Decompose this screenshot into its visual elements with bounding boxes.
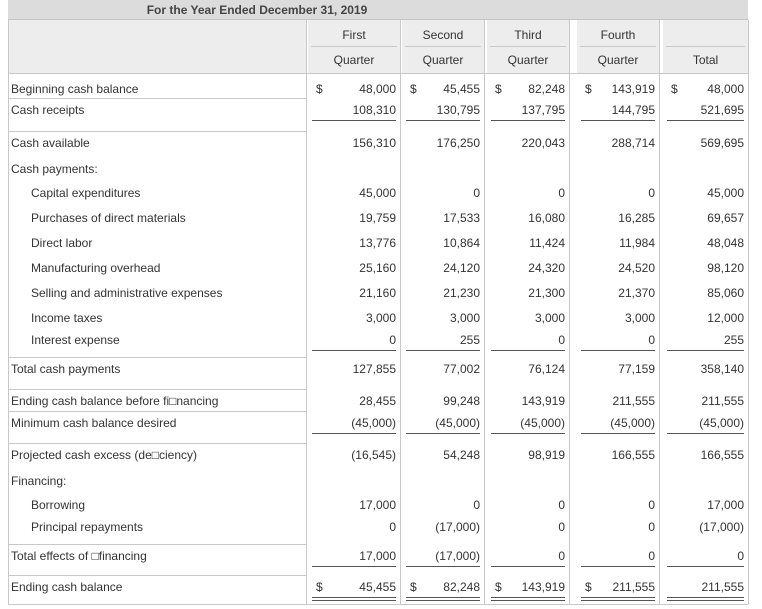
row-label-capital-expenditures: Capital expenditures (31, 186, 141, 200)
cell-total-effects-financing-total[interactable]: 0 (737, 549, 744, 563)
cell-selling-admin-expenses-total[interactable]: 85,060 (707, 286, 744, 300)
total-underline (406, 566, 480, 567)
cell-beginning-cash-balance-q3[interactable]: 82,248 (528, 82, 565, 96)
cell-cash-available-q3[interactable]: 220,043 (521, 136, 565, 150)
double-underline (667, 597, 744, 598)
cell-total-effects-financing-q2[interactable]: (17,000) (435, 549, 480, 563)
row-separator (8, 357, 306, 358)
cell-manufacturing-overhead-q4[interactable]: 24,520 (618, 261, 655, 275)
column-border (306, 20, 307, 604)
cell-capital-expenditures-q4[interactable]: 0 (648, 186, 655, 200)
column-border (484, 20, 485, 604)
total-underline (491, 120, 565, 121)
header-rule (666, 46, 745, 47)
total-underline (312, 566, 396, 567)
cell-capital-expenditures-total[interactable]: 45,000 (707, 186, 744, 200)
column-border (659, 20, 660, 604)
row-label-borrowing: Borrowing (31, 498, 86, 512)
cell-beginning-cash-balance-q1[interactable]: 48,000 (359, 82, 396, 96)
cell-cash-receipts-q3[interactable]: 137,795 (521, 103, 565, 117)
cell-cash-available-total[interactable]: 569,695 (700, 136, 744, 150)
row-separator (8, 443, 306, 444)
total-underline (581, 433, 655, 434)
total-underline (581, 566, 655, 567)
cell-direct-labor-q1[interactable]: 13,776 (359, 236, 396, 250)
cell-cash-available-q2[interactable]: 176,250 (436, 136, 480, 150)
row-label-income-taxes: Income taxes (31, 311, 103, 325)
cell-borrowing-q2[interactable]: 0 (473, 498, 480, 512)
cell-cash-receipts-q1[interactable]: 108,310 (352, 103, 396, 117)
cell-minimum-cash-balance-total[interactable]: (45,000) (699, 416, 744, 430)
row-label-manufacturing-overhead: Manufacturing overhead (31, 261, 161, 275)
column-border (400, 20, 401, 604)
total-underline (581, 120, 655, 121)
row-label-projected-cash-excess: Projected cash excess (de□ciency) (11, 448, 197, 462)
dollar-sign: $ (671, 82, 678, 96)
cell-income-taxes-total[interactable]: 12,000 (707, 311, 744, 325)
header-rule (490, 46, 566, 47)
row-label-beginning-cash-balance: Beginning cash balance (11, 82, 139, 96)
double-underline (406, 600, 480, 601)
cell-manufacturing-overhead-q2[interactable]: 24,120 (443, 261, 480, 275)
header-rule (580, 46, 656, 47)
cell-ending-cash-balance-total[interactable]: 211,555 (701, 580, 744, 594)
cell-ending-before-financing-q2[interactable]: 99,248 (443, 394, 480, 408)
cell-interest-expense-q4[interactable]: 0 (648, 333, 655, 347)
cell-borrowing-q4[interactable]: 0 (648, 498, 655, 512)
row-label-direct-labor: Direct labor (31, 236, 93, 250)
cell-total-cash-payments-q3[interactable]: 76,124 (528, 362, 565, 376)
cell-selling-admin-expenses-q4[interactable]: 21,370 (618, 286, 655, 300)
cell-manufacturing-overhead-q3[interactable]: 24,320 (528, 261, 565, 275)
cell-minimum-cash-balance-q4[interactable]: (45,000) (610, 416, 655, 430)
cell-beginning-cash-balance-total[interactable]: 48,000 (707, 82, 744, 96)
cell-total-effects-financing-q3[interactable]: 0 (558, 549, 565, 563)
cell-ending-before-financing-q4[interactable]: 211,555 (612, 394, 655, 408)
cell-borrowing-q1[interactable]: 17,000 (359, 498, 396, 512)
cell-ending-cash-balance-q3[interactable]: 143,919 (521, 580, 565, 594)
row-separator (8, 131, 306, 132)
total-underline (581, 350, 655, 351)
row-separator (8, 544, 306, 545)
cell-total-cash-payments-q2[interactable]: 77,002 (443, 362, 480, 376)
row-label-selling-admin-expenses: Selling and administrative expenses (31, 286, 223, 300)
cell-income-taxes-q4[interactable]: 3,000 (624, 311, 655, 325)
total-underline (667, 433, 744, 434)
header-q4-top: Fourth (600, 28, 636, 42)
total-underline (491, 566, 565, 567)
row-label-financing: Financing: (11, 474, 67, 488)
row-separator (8, 411, 306, 412)
row-label-interest-expense: Interest expense (31, 333, 120, 347)
total-underline (312, 433, 396, 434)
cell-total-cash-payments-total[interactable]: 358,140 (700, 362, 744, 376)
cell-total-cash-payments-q1[interactable]: 127,855 (352, 362, 396, 376)
double-underline (581, 597, 655, 598)
double-underline (491, 600, 565, 601)
dollar-sign: $ (410, 82, 417, 96)
cell-ending-cash-balance-q1[interactable]: 45,455 (359, 580, 396, 594)
cell-income-taxes-q1[interactable]: 3,000 (365, 311, 396, 325)
cell-total-effects-financing-q4[interactable]: 0 (648, 549, 655, 563)
row-label-cash-payments: Cash payments: (11, 162, 98, 176)
cell-cash-receipts-total[interactable]: 521,695 (700, 103, 744, 117)
cell-principal-repayments-q3[interactable]: 0 (558, 520, 565, 534)
row-label-total-cash-payments: Total cash payments (11, 362, 121, 376)
cell-principal-repayments-q2[interactable]: (17,000) (435, 520, 480, 534)
cell-principal-repayments-total[interactable]: (17,000) (699, 520, 744, 534)
cell-minimum-cash-balance-q1[interactable]: (45,000) (351, 416, 396, 430)
double-underline (581, 600, 655, 601)
total-underline (406, 350, 480, 351)
dollar-sign: $ (585, 82, 592, 96)
cell-capital-expenditures-q3[interactable]: 0 (558, 186, 565, 200)
cell-projected-cash-excess-q3[interactable]: 98,919 (528, 448, 565, 462)
dollar-sign: $ (585, 580, 592, 594)
total-underline (491, 433, 565, 434)
row-label-cash-available: Cash available (11, 136, 90, 150)
cell-principal-repayments-q4[interactable]: 0 (648, 520, 655, 534)
row-label-total-effects-financing: Total effects of □financing (11, 549, 147, 563)
cell-income-taxes-q3[interactable]: 3,000 (534, 311, 565, 325)
cell-interest-expense-total[interactable]: 255 (723, 333, 744, 347)
double-underline (312, 600, 396, 601)
cell-projected-cash-excess-q1[interactable]: (16,545) (351, 448, 396, 462)
cell-manufacturing-overhead-q1[interactable]: 25,160 (359, 261, 396, 275)
dollar-sign: $ (410, 580, 417, 594)
cell-cash-available-q1[interactable]: 156,310 (352, 136, 396, 150)
cell-cash-receipts-q4[interactable]: 144,795 (611, 103, 655, 117)
dollar-sign: $ (316, 82, 323, 96)
cell-interest-expense-q1[interactable]: 0 (389, 333, 396, 347)
total-underline (667, 120, 744, 121)
header-q3-bottom: Quarter (507, 53, 549, 67)
total-underline (491, 350, 565, 351)
cell-cash-available-q4[interactable]: 288,714 (611, 136, 655, 150)
row-label-minimum-cash-balance: Minimum cash balance desired (11, 416, 177, 430)
double-underline (406, 597, 480, 598)
header-rule (405, 46, 481, 47)
total-underline (667, 566, 744, 567)
cell-purchases-direct-materials-q1[interactable]: 19,759 (359, 211, 396, 225)
cell-projected-cash-excess-total[interactable]: 166,555 (700, 448, 744, 462)
header-total-bottom: Total (692, 53, 719, 67)
row-label-ending-before-financing: Ending cash balance before fi□nancing (11, 394, 219, 408)
cell-interest-expense-q2[interactable]: 255 (459, 333, 480, 347)
cell-ending-cash-balance-q2[interactable]: 82,248 (443, 580, 480, 594)
cell-selling-admin-expenses-q3[interactable]: 21,300 (528, 286, 565, 300)
cell-purchases-direct-materials-q4[interactable]: 16,285 (618, 211, 655, 225)
total-underline (406, 120, 480, 121)
cell-selling-admin-expenses-q2[interactable]: 21,230 (443, 286, 480, 300)
cell-purchases-direct-materials-total[interactable]: 69,657 (707, 211, 744, 225)
cell-direct-labor-q3[interactable]: 11,424 (529, 236, 565, 250)
row-label-purchases-direct-materials: Purchases of direct materials (31, 211, 186, 225)
header-q2-bottom: Quarter (422, 53, 464, 67)
cell-projected-cash-excess-q2[interactable]: 54,248 (443, 448, 480, 462)
column-border (748, 20, 749, 604)
header-q4-bottom: Quarter (597, 53, 639, 67)
total-underline (667, 350, 744, 351)
cell-minimum-cash-balance-q3[interactable]: (45,000) (520, 416, 565, 430)
header-rule (311, 46, 397, 47)
cell-borrowing-q3[interactable]: 0 (558, 498, 565, 512)
cell-interest-expense-q3[interactable]: 0 (558, 333, 565, 347)
total-underline (312, 120, 396, 121)
header-q1-top: First (342, 28, 366, 42)
double-underline (667, 600, 744, 601)
cell-beginning-cash-balance-q2[interactable]: 45,455 (443, 82, 480, 96)
table-left-border (8, 20, 9, 604)
cell-ending-before-financing-total[interactable]: 211,555 (701, 394, 744, 408)
cell-purchases-direct-materials-q2[interactable]: 17,533 (443, 211, 480, 225)
header-bottom-border (8, 73, 748, 74)
column-border (569, 20, 570, 604)
total-underline (406, 433, 480, 434)
dollar-sign: $ (495, 580, 502, 594)
row-separator (8, 98, 306, 99)
header-q1-bottom: Quarter (333, 53, 375, 67)
cell-selling-admin-expenses-q1[interactable]: 21,160 (359, 286, 396, 300)
cell-direct-labor-q2[interactable]: 10,864 (443, 236, 480, 250)
cell-total-effects-financing-q1[interactable]: 17,000 (359, 549, 396, 563)
double-underline (312, 597, 396, 598)
cell-total-cash-payments-q4[interactable]: 77,159 (618, 362, 655, 376)
cell-projected-cash-excess-q4[interactable]: 166,555 (611, 448, 655, 462)
header-cell-label (8, 20, 306, 73)
cell-capital-expenditures-q1[interactable]: 45,000 (359, 186, 396, 200)
cell-minimum-cash-balance-q2[interactable]: (45,000) (435, 416, 480, 430)
cell-ending-cash-balance-q4[interactable]: 211,555 (612, 580, 655, 594)
double-underline (491, 597, 565, 598)
cell-principal-repayments-q1[interactable]: 0 (389, 520, 396, 534)
cell-income-taxes-q2[interactable]: 3,000 (449, 311, 480, 325)
row-label-principal-repayments: Principal repayments (31, 520, 144, 534)
cell-manufacturing-overhead-total[interactable]: 98,120 (707, 261, 744, 275)
row-separator (8, 575, 306, 576)
cell-direct-labor-total[interactable]: 48,048 (707, 236, 744, 250)
row-label-ending-cash-balance: Ending cash balance (11, 580, 123, 594)
row-separator (8, 389, 306, 390)
cell-borrowing-total[interactable]: 17,000 (707, 498, 744, 512)
cell-direct-labor-q4[interactable]: 11,984 (619, 236, 655, 250)
cell-cash-receipts-q2[interactable]: 130,795 (436, 103, 480, 117)
header-q3-top: Third (514, 28, 542, 42)
cell-ending-before-financing-q3[interactable]: 143,919 (521, 394, 565, 408)
row-label-cash-receipts: Cash receipts (11, 103, 85, 117)
table-bottom-border (8, 604, 748, 605)
total-underline (312, 350, 396, 351)
cell-purchases-direct-materials-q3[interactable]: 16,080 (528, 211, 565, 225)
cell-beginning-cash-balance-q4[interactable]: 143,919 (611, 82, 655, 96)
header-q2-top: Second (422, 28, 464, 42)
cell-capital-expenditures-q2[interactable]: 0 (473, 186, 480, 200)
dollar-sign: $ (495, 82, 502, 96)
page-title: For the Year Ended December 31, 2019 (146, 3, 368, 17)
dollar-sign: $ (316, 580, 323, 594)
cell-ending-before-financing-q1[interactable]: 28,455 (359, 394, 396, 408)
